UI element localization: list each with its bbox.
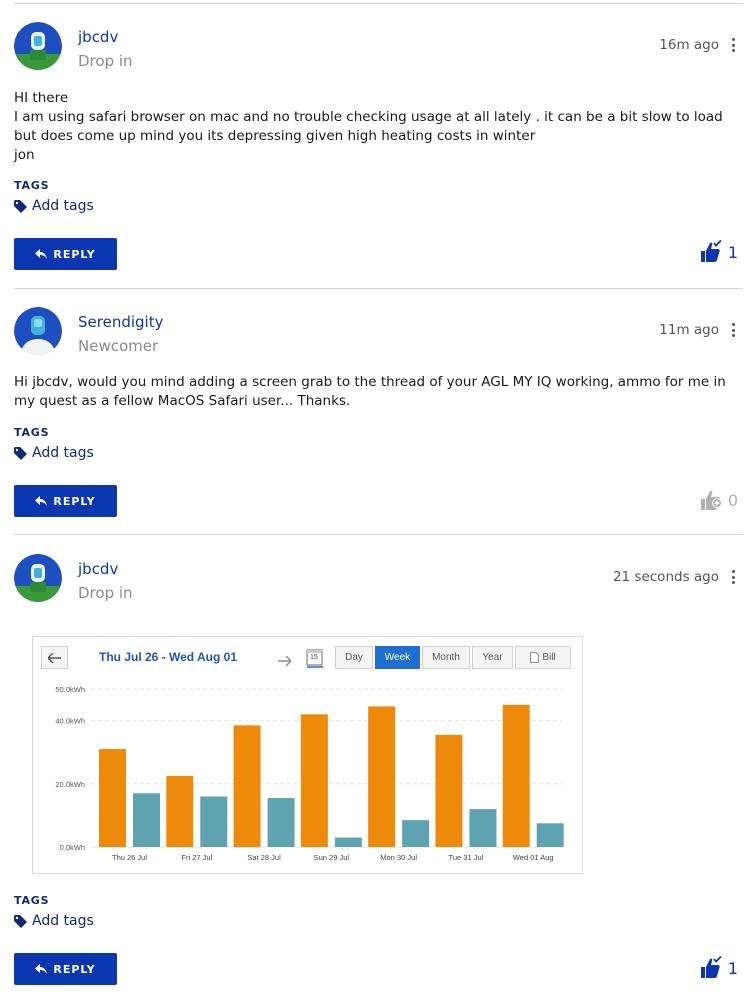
tab-week[interactable]: Week [375, 646, 420, 669]
tag-icon [14, 200, 27, 213]
thumbs-up-plus-icon [699, 488, 723, 512]
post-body [14, 373, 736, 411]
tags-label: TAGS [14, 426, 50, 439]
avatar[interactable] [14, 307, 62, 355]
tags-label: TAGS [14, 894, 50, 907]
reply-label: REPLY [53, 494, 96, 508]
avatar[interactable] [14, 554, 62, 602]
add-tags-label: Add tags [32, 198, 94, 214]
add-tags-link[interactable] [14, 913, 94, 929]
add-tags-label: Add tags [32, 913, 94, 929]
post-body-line: I am using safari browser on mac and no trouble checking usage at all lately . it can be a bit slow to load but does come up mind you its depressing given high heating costs in winter [14, 109, 723, 144]
add-tags-link[interactable] [14, 198, 94, 214]
reply-arrow-icon [35, 964, 47, 974]
bar [368, 706, 395, 847]
x-tick-label: Wed 01 Aug [512, 853, 554, 862]
post-options-icon[interactable] [732, 38, 736, 55]
avatar-image-icon [14, 307, 62, 355]
post-time: 16m ago [659, 37, 719, 53]
next-period-button[interactable] [278, 651, 291, 670]
user-rank: Drop in [78, 52, 133, 70]
tab-bill[interactable] [515, 646, 571, 669]
tab-year-label: Year [482, 652, 503, 663]
kudos-button[interactable] [699, 956, 738, 980]
user-rank: Drop in [78, 584, 133, 602]
bar [469, 809, 496, 847]
bar [402, 820, 429, 847]
username[interactable]: Serendigity [78, 313, 164, 331]
reply-button[interactable] [14, 238, 117, 270]
x-tick-label: Sat 28 Jul [247, 853, 281, 862]
chart-toolbar [33, 637, 582, 677]
usage-chart-screenshot [32, 636, 583, 874]
avatar[interactable] [14, 22, 62, 70]
post-body [14, 89, 736, 165]
post-options-icon[interactable] [732, 323, 736, 340]
thumbs-up-icon [699, 240, 723, 264]
post-options-icon[interactable] [732, 570, 736, 587]
post-body-line: jon [14, 147, 35, 163]
tab-month-label: Month [432, 652, 460, 663]
kudos-button[interactable] [699, 240, 738, 264]
thumbs-up-icon [699, 956, 723, 980]
document-icon [530, 652, 539, 663]
date-range: Thu Jul 26 - Wed Aug 01 [99, 650, 238, 664]
add-tags-link[interactable] [14, 445, 94, 461]
bar [200, 796, 227, 847]
y-tick-label: 0.0kWh [59, 843, 85, 852]
y-tick-label: 50.0kWh [55, 685, 85, 694]
bar [166, 776, 193, 847]
tags-label: TAGS [14, 179, 50, 192]
post-body-line: Hi jbcdv, would you mind adding a screen grab to the thread of your AGL MY IQ working, ammo for me in my quest as a fellow MacOS Safari user... Thanks. [14, 374, 726, 409]
x-tick-label: Mon 30 Jul [380, 853, 417, 862]
bar [301, 714, 328, 847]
bar [234, 725, 261, 847]
user-rank: Newcomer [78, 337, 159, 355]
post-divider [14, 288, 743, 289]
reply-button[interactable] [14, 953, 117, 985]
tab-month[interactable] [422, 646, 470, 669]
kudos-count: 0 [727, 490, 738, 510]
tab-bill-label: Bill [542, 652, 556, 663]
calendar-day: 15 [310, 654, 318, 661]
x-tick-label: Tue 31 Jul [448, 853, 484, 862]
reply-label: REPLY [53, 962, 96, 976]
x-tick-label: Thu 26 Jul [111, 853, 148, 862]
calendar-button[interactable] [305, 647, 325, 668]
post-divider [14, 534, 743, 535]
bar [537, 823, 564, 847]
reply-label: REPLY [53, 247, 96, 261]
kudos-count: 1 [727, 958, 738, 978]
y-tick-label: 20.0kWh [55, 779, 85, 789]
x-tick-label: Sun 29 Jul [313, 853, 350, 862]
x-tick-label: Fri 27 Jul [181, 853, 213, 862]
tag-icon [14, 915, 27, 928]
prev-period-button[interactable] [41, 646, 68, 669]
kudos-count: 1 [727, 242, 738, 262]
add-tags-label: Add tags [32, 445, 94, 461]
post-divider [14, 3, 743, 4]
avatar-image-icon [14, 22, 62, 70]
bar [503, 705, 530, 847]
username[interactable]: jbcdv [78, 560, 119, 578]
kudos-button[interactable] [699, 488, 738, 512]
arrow-right-icon [278, 656, 291, 666]
reply-arrow-icon [35, 249, 47, 259]
username[interactable]: jbcdv [78, 28, 119, 46]
y-tick-label: 40.0kWh [55, 716, 85, 726]
bar [133, 793, 160, 847]
bar [99, 749, 126, 847]
tab-year[interactable] [472, 646, 513, 669]
post-body-line: HI there [14, 90, 69, 106]
avatar-image-icon [14, 554, 62, 602]
post-time: 11m ago [659, 322, 719, 338]
bar [435, 735, 462, 847]
usage-bar-chart [33, 677, 582, 873]
arrow-left-icon [48, 653, 61, 663]
tab-day[interactable]: Day [335, 646, 373, 669]
bar [268, 798, 295, 847]
tag-icon [14, 447, 27, 460]
reply-button[interactable] [14, 485, 117, 517]
post-time: 21 seconds ago [612, 569, 719, 585]
bar [335, 838, 362, 847]
reply-arrow-icon [35, 496, 47, 506]
